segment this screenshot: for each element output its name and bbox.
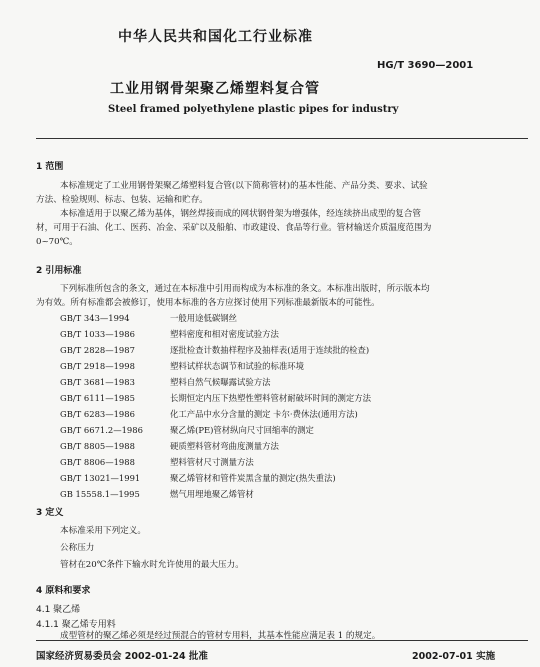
- section-1-heading: 1 范围: [36, 162, 64, 172]
- header-divider: [36, 138, 528, 139]
- definition-text: 管材在20℃条件下输水时允许使用的最大压力。: [60, 560, 244, 570]
- reference-item: [60, 440, 371, 456]
- section-1-para-2-line-2: 材，可用于石油、化工、医药、冶金、采矿以及船舶、市政建设、食品等行业。管材输送介质温度范围为: [36, 223, 432, 233]
- approval-info: 国家经济贸易委员会 2002-01-24 批准: [36, 651, 208, 662]
- reference-title: 化工产品中水分含量的测定 卡尔·费休法(通用方法): [170, 409, 358, 419]
- reference-code: GB/T 2828—1987: [60, 345, 135, 355]
- reference-code: GB/T 3681—1983: [60, 377, 135, 387]
- section-1-para-2-line-3: 0~70℃。: [36, 237, 78, 247]
- reference-title: 硬质塑料管材弯曲度测量方法: [170, 441, 279, 451]
- issuing-org-title: 中华人民共和国化工行业标准: [118, 29, 313, 45]
- reference-item: [60, 456, 371, 472]
- reference-code: GB/T 13021—1991: [60, 473, 141, 483]
- reference-code: GB/T 8806—1988: [60, 457, 135, 467]
- reference-title: 塑料密度和相对密度试验方法: [170, 329, 279, 339]
- reference-code: GB/T 6111—1985: [60, 393, 135, 403]
- section-1-para-2-line-1: 本标准适用于以聚乙烯为基体，钢丝焊接而成的网状钢骨架为增强体，经连续挤出成型的复合管: [60, 209, 421, 219]
- reference-code: GB/T 1033—1986: [60, 329, 135, 339]
- reference-code: GB/T 2918—1998: [60, 361, 135, 371]
- definition-term: 公称压力: [60, 543, 95, 553]
- reference-title: 一般用途低碳钢丝: [170, 313, 237, 323]
- reference-item: [60, 424, 371, 440]
- reference-list: [60, 312, 371, 504]
- section-2-heading: 2 引用标准: [36, 266, 82, 276]
- section-4-1-1-heading: 4.1.1 聚乙烯专用料: [36, 620, 116, 630]
- section-2-para-line-2: 为有效。所有标准都会被修订，使用本标准的各方应探讨使用下列标准最新版本的可能性。: [36, 298, 380, 308]
- reference-code: GB/T 6671.2—1986: [60, 425, 143, 435]
- reference-title: 聚乙烯(PE)管材纵向尺寸回缩率的测定: [170, 425, 314, 435]
- section-3-intro: 本标准采用下列定义。: [60, 526, 146, 536]
- reference-item: [60, 408, 371, 424]
- section-2-para-line-1: 下列标准所包含的条文，通过在本标准中引用而构成为本标准的条文。本标准出版时，所示版本均: [60, 284, 430, 294]
- section-4-heading: 4 原料和要求: [36, 586, 91, 596]
- reference-title: 塑料试样状态调节和试验的标准环境: [170, 361, 304, 371]
- reference-title: 逐批检查计数抽样程序及抽样表(适用于连续批的检查): [170, 345, 370, 355]
- reference-code: GB 15558.1—1995: [60, 489, 140, 499]
- reference-title: 塑料自然气候曝露试验方法: [170, 377, 271, 387]
- reference-code: GB/T 6283—1986: [60, 409, 135, 419]
- section-1-para-1-line-1: 本标准规定了工业用钢骨架聚乙烯塑料复合管(以下简称管材)的基本性能、产品分类、要求、试验: [60, 181, 428, 191]
- section-4-1-1-text: 成型管材的聚乙烯必须是经过预混合的管材专用料，其基本性能应满足表 1 的规定。: [60, 631, 381, 641]
- section-1-para-1-line-2: 方法、检验规则、标志、包装、运输和贮存。: [36, 195, 208, 205]
- reference-title: 燃气用埋地聚乙烯管材: [170, 489, 254, 499]
- reference-item: [60, 392, 371, 408]
- reference-item: [60, 328, 371, 344]
- section-4-1-heading: 4.1 聚乙烯: [36, 605, 81, 615]
- reference-item: [60, 344, 371, 360]
- reference-item: [60, 360, 371, 376]
- reference-item: [60, 488, 371, 504]
- reference-title: 长期恒定内压下热塑性塑料管材耐破坏时间的测定方法: [170, 393, 371, 403]
- reference-item: [60, 472, 371, 488]
- standard-title-zh: 工业用钢骨架聚乙烯塑料复合管: [110, 81, 320, 97]
- reference-title: 塑料管材尺寸测量方法: [170, 457, 254, 467]
- reference-item: [60, 312, 371, 328]
- reference-code: GB/T 8805—1988: [60, 441, 135, 451]
- reference-code: GB/T 343—1994: [60, 313, 130, 323]
- reference-title: 聚乙烯管材和管件炭黑含量的测定(热失重法): [170, 473, 336, 483]
- footer-divider: [36, 640, 528, 641]
- standard-title-en: Steel framed polyethylene plastic pipes for industry: [108, 104, 399, 115]
- standard-number: HG/T 3690—2001: [377, 60, 474, 71]
- effective-date: 2002-07-01 实施: [412, 651, 496, 662]
- reference-item: [60, 376, 371, 392]
- section-3-heading: 3 定义: [36, 508, 64, 518]
